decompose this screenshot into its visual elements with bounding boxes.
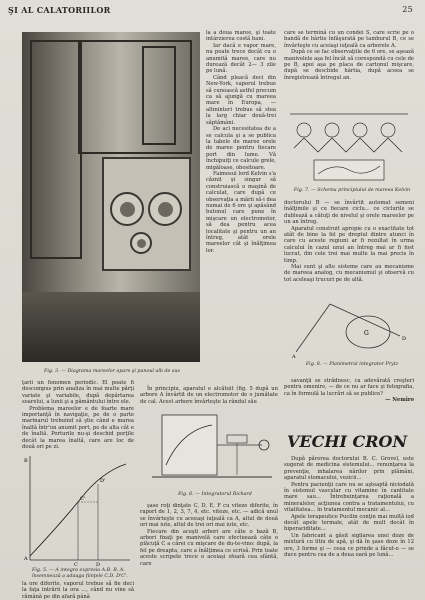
svg-text:C: C (74, 562, 78, 567)
svg-text:D: D (96, 562, 101, 567)
vechi-cron-logo (283, 428, 415, 452)
svg-text:G: G (364, 330, 369, 337)
paragraph: la a doua maree, şi toate intârzierea costă bani. (206, 30, 276, 43)
column-1-lower-text (22, 380, 134, 450)
svg-text:C': C' (80, 496, 86, 502)
page-number: 25 (402, 5, 413, 14)
fig5-integral-graph (22, 452, 132, 567)
paragraph: De aci necesitatea de a se calcula şi a se publica la tabele de maree orele de maree pentru fiecare port din lume. Vă închipuiţi ce calcule grele, migăloase, obositoare. (206, 126, 276, 171)
paragraph: Când pleacă deci din New-York, vaporul trebue să cunoască astfel precum ca să ajungă cu mareea mare în Europa, — altminteri trebue să stea la larg chiar două-trei săptămâni. (206, 74, 276, 126)
frame-rods (142, 46, 176, 145)
logo-wordmark: VECHI CRON (287, 432, 408, 451)
paragraph: care se termină cu un condei S, care scrie pe o bandă de hârtie înfăşurată pe tamburul B, ce se învârteşte cu aceiaşi iuţeală ca arborele A. (284, 30, 414, 49)
author-signature: — Nemiro (385, 397, 414, 404)
machine-base (22, 292, 200, 362)
column-2-text (206, 30, 276, 254)
fig7-caption: Fig. 7. — Schema principiului de mareea Kelvin (293, 188, 411, 193)
column-3-middle-text (284, 200, 414, 283)
svg-text:D': D' (100, 478, 106, 484)
column-2-lower-text (140, 503, 278, 567)
fig8-planimeter-drawing (290, 296, 412, 360)
frame-left (30, 40, 82, 259)
paragraph: şase roţi dinţate C, D, E, F cu viteze diferite, în raport de 1, 2, 3, 7, 4, etc. viteze, etc. — adică unul se învârteşte cu aceeaşi iuţeală ca A, altul de două ori mai iute, altul de trei ori mai iute, etc. (140, 503, 278, 529)
running-header (8, 4, 413, 18)
fig7-kelvin-schema (284, 108, 414, 188)
fig8-caption: Fig. 8. — Planimetrul integrator Prytz (305, 362, 399, 367)
column-3-top-text (284, 30, 414, 81)
paragraph: După părerea doctorului B. C. Grovel, este sugerat de medicina sistemului... renunţarea la prevenţie, inhalarea nărilor prin plămâni, aparatul stomacului, vezicii... (284, 456, 414, 482)
paragraph: După ce se fac observaţiile de 6 ore, se aşează manivelele aşa fel încât să corespundă cu cele de pe B, apoi aşa pe placa de cartonul mişcare, după se deschide hârtia, după aceea se înregistrează întregul an. (284, 49, 414, 81)
paragraph: Un fabricant a găsit sigilarea unei doze de mixtură cu litiu de apă, şi dă în şase doze în 12 ore, 3 forme şi — ceea ce prinde a făcut-o — se duce pentru cea de a doua oară pe lună... (284, 532, 414, 559)
paragraph: savanţii se strădnesc, ca adevărată creşteri pentru omenire, — de ce nu ar face şi fotografia, ca în formulă la lucrări să se publice? (284, 378, 414, 397)
paragraph: doctorului B — se învârtit automat semeni înălţimile şi cu fiecare ciclu... ce ciclurile se dublează a câtuţi de nivelul şi orele mareelor pe un an întreg. (284, 200, 414, 226)
dial-small (130, 232, 152, 254)
column-2-middle-text (140, 386, 278, 405)
paragraph: Problema mareelor e de foarte mare importanţă în navigaţie, pe de o parte marinarul trebuind să ştie când e marea înaltă într'un anumit port, pe de alta cât e de înaltă. Porturile nu-şi deschid porţile decât la marea înaltă, care are loc de două ori pe zi. (22, 405, 134, 451)
paragraph: la ore diferite, vaporul trebue să fie deci la faţa intrării la ora ..., când nu vine să rămână pe din afară până (22, 581, 134, 600)
fig6-integrator-drawing (142, 405, 278, 495)
column-3-ad-text (284, 456, 414, 559)
paragraph: În principiu, aparatul e alcătuit (fig. 5 după un arbore A învârtit de un electromotor de o jumătate de cal. Acest arbore învârteşte la rândul său (140, 386, 278, 405)
logo-art (283, 428, 415, 452)
fig6-caption: Fig. 6. — Integratorul Richard (178, 492, 252, 497)
fig5-caption: Fig. 5. — A integra expresia A.B. B. A. însemnează a adauga fiinţele C.D. D'C'. (32, 568, 128, 579)
dial-right (148, 192, 182, 226)
svg-text:A: A (292, 354, 296, 360)
journal-title: ŞI AL CALATORIILOR (8, 5, 111, 15)
paragraph: Pentru pacienţii care nu se aşteaptă niciodată în sistemul vascular cu vitamine în cantitate mare sau... Întrebuinţarea raţională a mineralelor, acţiunea contra a tratamentului, cu vitalitatea... în tratamentul mecanic al... (284, 481, 414, 514)
paragraph: Iar dacă e vapor mare, nu poate trece decât cu o anumită maree, care nu durează decât 2— 3 zile pe lună. (206, 42, 276, 75)
paragraph: Aparatul construit apropie cu o exactitate tot atât de bine la fel pe dreptul dintre atunci în care cu aceste regiuni ar fi rezultat în urma calcului în cazul unui an întreg mai ar fi fost lucrat, din cele trei mai multe la mai precis în timp. (284, 225, 414, 264)
column-1-bottom-text (22, 581, 134, 600)
paragraph: Apele terapeutice Pucilin conţin mai multă iod decât apele termale, atât de mult decât în hiperaciditate... (284, 513, 414, 533)
svg-text:B: B (24, 458, 28, 464)
paragraph: Mai sunt şi alte sisteme care au mecanisme de mareea analog, cu mecanismul şi observă cu tot aceleaşi trucuri pe de altă. (284, 264, 414, 283)
paragraph: ţarii un fenomen periodic. El poate fi descompus prin analiza în mai multe părţi variate şi variabile, după depărtarea soarelui, a lunii şi a pământului între ele. (22, 380, 134, 406)
dial-left (110, 192, 144, 226)
tide-machine-photo (22, 32, 200, 362)
paragraph: Fiecare din aceşti arbori are câte o bază B, arbori fixaţi pe manivelă care efectuează câte o plăcuţă C a cărei cu mişcare de du-te-vino: după, la fel pe dreapta, care a înălţimea ce scrisă. Prin toate aceste scripete trece o aceiaşi sfoară cea sfântă, care (140, 528, 278, 567)
column-3-closing-text (284, 378, 414, 404)
paragraph: Faimosul lord Kelvin s'a căznit şi singur să construiască o maşină de calculat, care după ce observaţia a mării să-i dea numai de 6 ore şi apăsând butonul care pune în mişcare un electromotor, să dea pentru acea localitate şi pentru un an întreg, atât orele mareelor cât şi înălţimea lor. (206, 170, 276, 254)
svg-text:A: A (24, 556, 28, 562)
svg-text:D: D (402, 336, 407, 342)
fig3-caption: Fig. 3. — Diagrama mareelor apare şi panoul alb de sus (44, 369, 180, 374)
